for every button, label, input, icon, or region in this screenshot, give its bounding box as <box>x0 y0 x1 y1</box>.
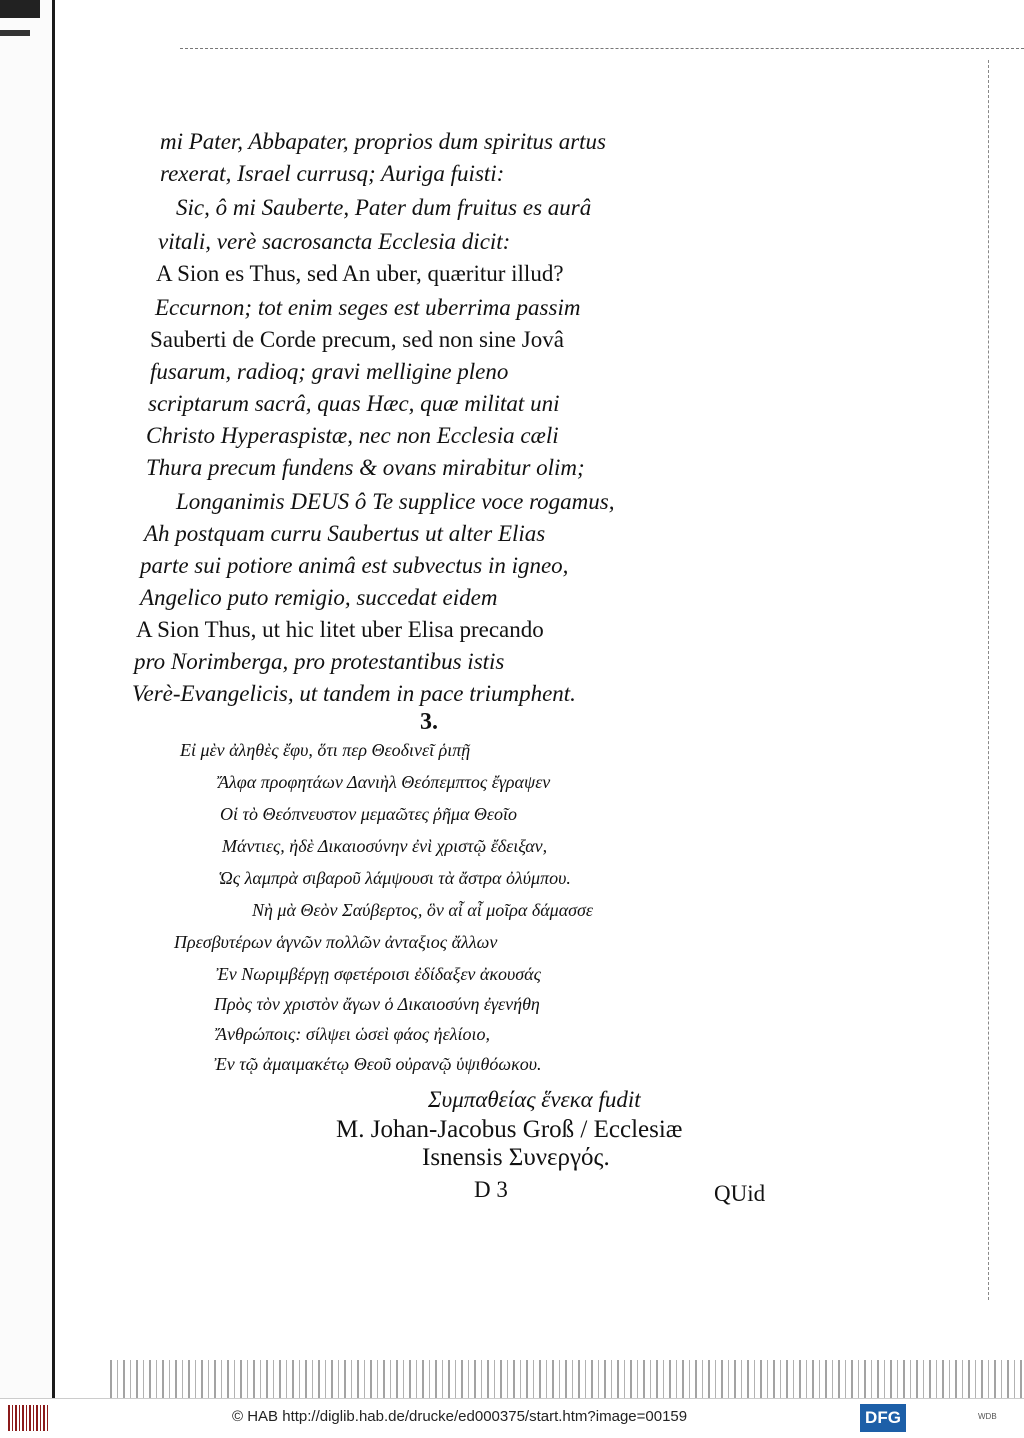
greek-line: Ἐν Νωριμβέργῃ σφετέροισι ἐδίδαξεν ἀκουσάς <box>216 964 541 984</box>
viewer-footer <box>0 1398 1024 1438</box>
greek-line: Ἄνθρώποις: σίλψει ὡσεὶ φάος ἠελίοιο, <box>216 1024 490 1044</box>
greek-line: Ἄλφα προφητάων Δανιὴλ Θεόπεμπτος ἔγραψεν <box>218 772 551 792</box>
signature-line: Συμπαθείας ἕνεκα fudit <box>428 1087 641 1112</box>
latin-line: rexerat, Israel currusq; Auriga fuisti: <box>160 161 505 186</box>
latin-line: fusarum, radioq; gravi melligine pleno <box>150 359 509 384</box>
footer-credit-link[interactable]: © HAB http://diglib.hab.de/drucke/ed000375/start.htm?image=00159 <box>232 1408 688 1425</box>
greek-line: Ὡς λαμπρὰ σιβαροῦ λάμψουσι τὰ ἄστρα ὀλύμπου. <box>218 868 571 888</box>
greek-line: Πρεσβυτέρων ἁγνῶν πολλῶν ἀνταξιος ἄλλων <box>174 932 498 952</box>
greek-line: Οἱ τὸ Θεόπνευστον μεμαῶτες ῥῆμα Θεοῖο <box>220 804 518 824</box>
signature-line: Isnensis Συνεργός. <box>422 1144 610 1171</box>
latin-line: Ah postquam curru Saubertus ut alter Elias <box>144 521 546 546</box>
section-number: 3. <box>420 709 438 735</box>
catchword: QUid <box>714 1181 766 1206</box>
signature-mark: D 3 <box>474 1177 508 1202</box>
greek-line: Νὴ μὰ Θεὸν Σαύβερτος, ὃν αἶ αἶ μοῖρα δάμασσε <box>252 900 594 920</box>
latin-line: Angelico puto remigio, succedat eidem <box>140 585 498 610</box>
page-bottom-edge <box>110 1360 1024 1398</box>
latin-line: scriptarum sacrâ, quas Hæc, quæ militat uni <box>148 391 560 416</box>
signature-author: M. Johan-Jacobus Groß / Ecclesiæ <box>336 1116 683 1143</box>
page-binding-edge <box>0 0 55 1398</box>
page-top-rule <box>180 48 1024 49</box>
greek-line: Ἐν τῷ ἀμαιμακέτῳ Θεοῦ οὐρανῷ ὑψιθόωκου. <box>214 1054 542 1074</box>
latin-line: Longanimis DEUS ô Te supplice voce rogamus, <box>176 489 615 514</box>
scan-edge-mark <box>0 30 30 36</box>
latin-line: Christo Hyperaspistæ, nec non Ecclesia cæli <box>146 423 559 448</box>
latin-line: A Sion es Thus, sed An uber, quæritur illud? <box>156 261 564 286</box>
latin-line: Verè-Evangelicis, ut tandem in pace triumphent. <box>132 681 576 706</box>
wdb-label: WDB <box>978 1412 997 1421</box>
dfg-logo: DFG <box>860 1404 906 1432</box>
latin-line: pro Norimberga, pro protestantibus istis <box>134 649 505 674</box>
greek-line: Εἰ μὲν ἀληθὲς ἔφυ, ὅτι περ Θεοδινεῖ ῥιπῇ <box>180 740 471 760</box>
barcode-logo <box>8 1405 48 1431</box>
latin-line: Sauberti de Corde precum, sed non sine Jovâ <box>150 327 564 352</box>
page-right-rule <box>988 60 989 1300</box>
latin-line: mi Pater, Abbapater, proprios dum spiritus artus <box>160 129 606 154</box>
latin-line: Sic, ô mi Sauberte, Pater dum fruitus es aurâ <box>176 195 592 220</box>
latin-line: parte sui potiore animâ est subvectus in igneo, <box>140 553 569 578</box>
latin-line: vitali, verè sacrosancta Ecclesia dicit: <box>158 229 511 254</box>
greek-line: Πρὸς τὸν χριστὸν ἄγων ὁ Δικαιοσύνη ἐγενήθη <box>214 994 540 1014</box>
latin-line: Eccurnon; tot enim seges est uberrima passim <box>155 295 581 320</box>
latin-line: Thura precum fundens & ovans mirabitur olim; <box>146 455 585 480</box>
greek-line: Μάντιες, ἠδὲ Δικαιοσύνην ἐνὶ χριστῷ ἔδειξαν, <box>222 836 548 856</box>
scan-edge-mark <box>0 0 40 18</box>
latin-line: A Sion Thus, ut hic litet uber Elisa precando <box>136 617 544 642</box>
